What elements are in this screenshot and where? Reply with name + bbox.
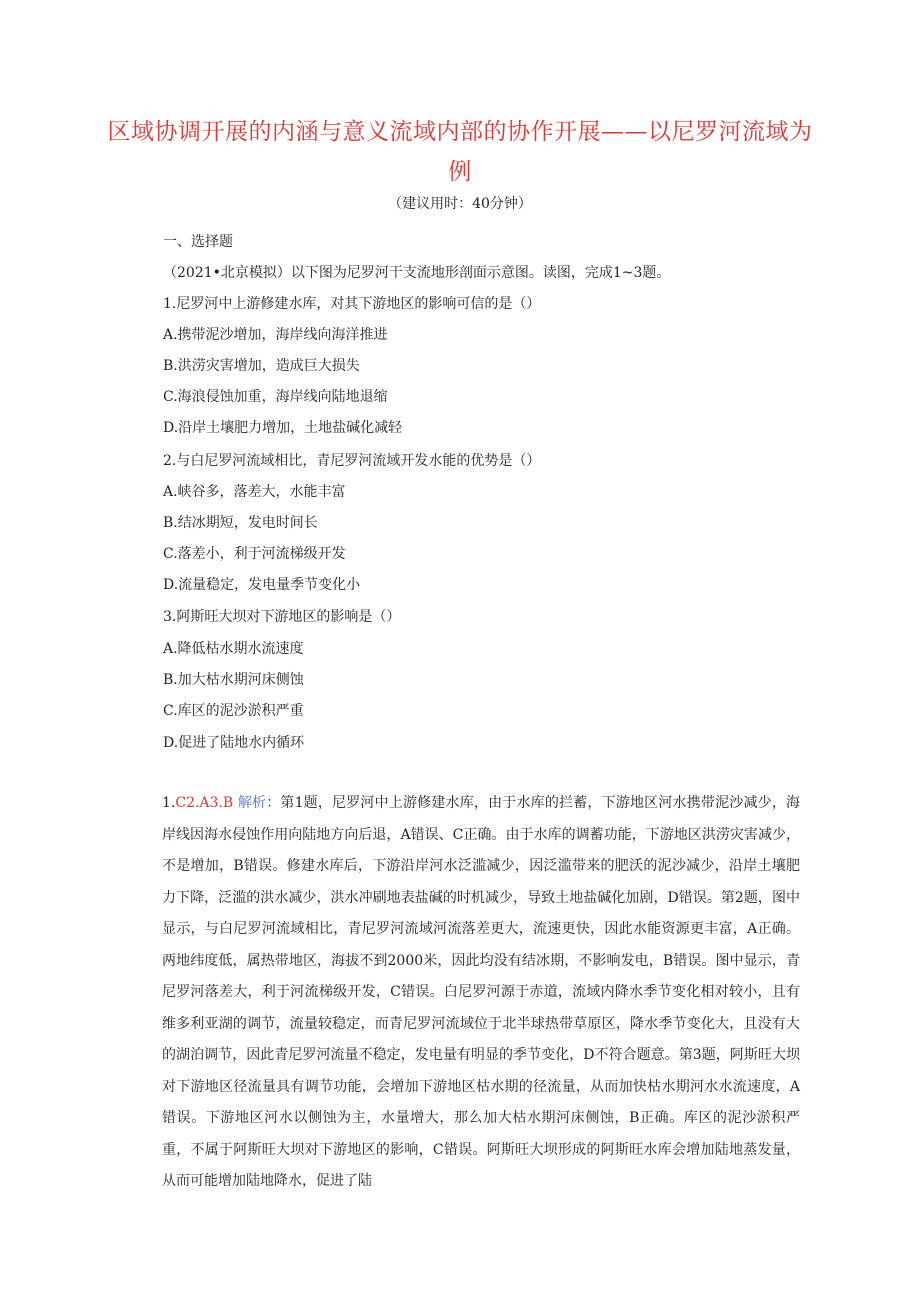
answer-keys: C2.A3.B: [175, 795, 234, 811]
question-1-stem: 1.尼罗河中上游修建水库，对其下游地区的影响可信的是（）: [163, 296, 541, 312]
suggested-time: （建议用时：40分钟）: [388, 196, 532, 212]
page-title: 区域协调开展的内涵与意义流域内部的协作开展——以尼罗河流域为例: [107, 119, 813, 185]
question-2-stem: 2.与白尼罗河流域相比，青尼罗河流域开发水能的优势是（）: [163, 453, 541, 469]
question-3-option-c: C.库区的泥沙淤积严重: [163, 703, 304, 719]
question-intro: （2021•北京模拟）以下图为尼罗河干支流地形剖面示意图。读图，完成1~3题。: [163, 265, 671, 281]
question-3-option-d: D.促进了陆地水内循环: [163, 735, 305, 751]
explanation-label: 解析: [237, 795, 267, 811]
question-3-stem: 3.阿斯旺大坝对下游地区的影响是（）: [163, 609, 401, 625]
question-1-option-d: D.沿岸土壤肥力增加，土地盐碱化减轻: [163, 420, 403, 436]
section-heading: 一、选择题: [163, 234, 233, 250]
question-2-option-c: C.落差小，利于河流梯级开发: [163, 546, 346, 562]
question-3-option-a: A.降低枯水期水流速度: [163, 641, 304, 657]
question-1-option-b: B.洪涝灾害增加，造成巨大损失: [163, 358, 360, 374]
question-2-option-b: B.结冰期短，发电时间长: [163, 515, 318, 531]
answer-prefix: 1.: [162, 795, 176, 811]
explanation-text: ：第1题，尼罗河中上游修建水库，由于水库的拦蓄，下游地区河水携带泥沙减少，海岸线因海水侵蚀作用向陆地方向后退，A错误、C正确。由于水库的调蓄功能，下游地区洪涝灾害减少，不是增加，B错误。修建水库后，下游沿岸河水泛滥减少，因泛滥带来的肥沃的泥沙减少，沿岸土壤肥力下降，泛滥的洪水减少，洪水冲刷地表盐碱的时机减少，导致土地盐碱化加剧，D错误。第2题，图中显示，与白尼罗河流域相比，青尼罗河流域河流落差更大，流速更快，因此水能资源更丰富，A正确。两地纬度低，属热带地区，海拔不到2000米，因此均没有结冰期，不影响发电，B错误。图中显示，青尼罗河落差大，利于河流梯级开发，C错误。白尼罗河源于赤道，流域内降水季节变化相对较小，且有维多利亚湖的调节，流量较稳定，而青尼罗河流域位于北半球热带草原区，降水季节变化大，且没有大的湖泊调节，因此青尼罗河流量不稳定，发电量有明显的季节变化，D不符合题意。第3题，阿斯旺大坝对下游地区径流量具有调节功能，会增加下游地区枯水期的径流量，从而加快枯水期河水水流速度，A错误。下游地区河水以侧蚀为主，水量增大，那么加大枯水期河床侧蚀，B正确。库区的泥沙淤积严重，不属于阿斯旺大坝对下游地区的影响，C错误。阿斯旺大坝形成的阿斯旺水库会增加陆地蒸发量，从而可能增加陆地降水，促进了陆: [162, 795, 801, 1189]
answer-explanation: [162, 788, 800, 1198]
question-1-option-c: C.海浪侵蚀加重，海岸线向陆地退缩: [163, 389, 388, 405]
question-3-option-b: B.加大枯水期河床侧蚀: [163, 672, 304, 688]
question-2-option-a: A.峡谷多，落差大，水能丰富: [163, 484, 346, 500]
question-1-option-a: A.携带泥沙增加，海岸线向海洋推进: [163, 327, 388, 343]
question-2-option-d: D.流量稳定，发电量季节变化小: [163, 577, 361, 593]
